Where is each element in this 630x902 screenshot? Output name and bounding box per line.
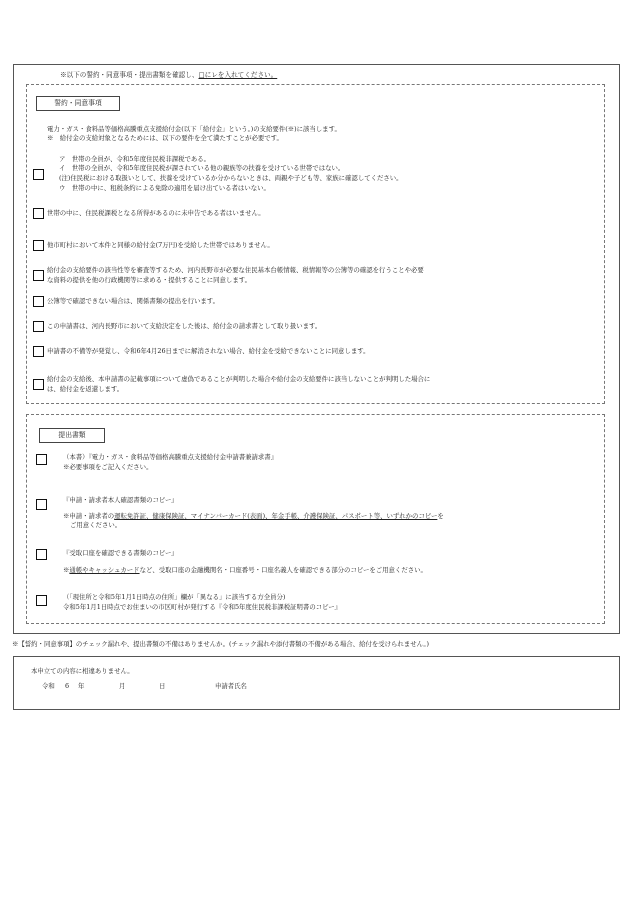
- requirement-a: ア 世帯の全員が、令和5年度住民税非課税である。: [59, 155, 211, 163]
- oath-item: は、給付金を返還します。: [47, 385, 124, 393]
- date-month-label: 月: [119, 682, 126, 690]
- checkbox-deadline-consent[interactable]: [33, 346, 44, 357]
- oath-item: 給付金の支給後、本申請書の記載事項について虚偽であることが判明した場合や給付金の支給要件に該当しないことが判明した場合に: [47, 375, 431, 383]
- applicant-name-label: 申請者氏名: [215, 682, 247, 690]
- requirement-i: イ 世帯の全員が、令和5年度住民税が課されている他の親族等の扶養を受けている世帯ではない。: [59, 164, 345, 172]
- documents-heading: 提出書類: [39, 428, 105, 443]
- date-era: 令和: [42, 682, 55, 690]
- oath-intro: 電力・ガス・食料品等価格高騰重点支援給付金(以下「給付金」という。)の支給要件(※)に該当します。: [47, 125, 341, 133]
- requirement-note: (注)住民税における取扱いとして、扶養を受けているか分からないときは、両親や子ども等、家族に確認してください。: [59, 174, 403, 182]
- checkbox-submit-documents[interactable]: [33, 296, 44, 307]
- checkbox-requirements[interactable]: [33, 169, 44, 180]
- doc-application-title: （本書）『電力・ガス・食料品等価格高騰重点支援給付金申請書兼請求書』: [63, 453, 278, 461]
- doc-tax-note: 令和5年1月1日時点でお住まいの市区町村が発行する『令和5年度住民税非課税証明書のコピー』: [63, 603, 342, 611]
- doc-bank-title: 『受取口座を確認できる書類のコピー』: [63, 549, 178, 557]
- oath-item: 公簿等で確認できない場合は、関係書類の提出を行います。: [47, 297, 220, 305]
- bottom-warning: ※【誓約・同意事項】のチェック漏れや、提出書類の不備はありませんか。(チェック漏れや添付書類の不備がある場合、給付を受けられません。): [12, 640, 430, 648]
- oath-item: 他市町村において本件と同様の給付金(7万円)を受給した世帯ではありません。: [47, 241, 274, 249]
- doc-identity-note: ※申請・請求者の運転免許証、健康保険証、マイナンバーカード(表面)、年金手帳、介護保険証、パスポート等、いずれかのコピーを: [63, 512, 444, 520]
- checkbox-doc-bank[interactable]: [36, 549, 47, 560]
- oath-heading: 誓約・同意事項: [36, 96, 120, 111]
- checkbox-doc-identity[interactable]: [36, 499, 47, 510]
- requirement-u: ウ 世帯の中に、租税条約による免除の適用を届け出ている者はいない。: [59, 184, 270, 192]
- signature-box: [13, 656, 620, 710]
- checkbox-refund-agreement[interactable]: [33, 379, 44, 390]
- doc-bank-note: ※通帳やキャッシュカードなど、受取口座の金融機関名・口座番号・口座名義人を確認できる部分のコピーをご用意ください。: [63, 566, 427, 574]
- signature-statement: 本申立ての内容に相違ありません。: [31, 667, 134, 675]
- checkbox-undeclared-income[interactable]: [33, 208, 44, 219]
- checkbox-application-as-claim[interactable]: [33, 321, 44, 332]
- oath-intro-note: ※ 給付金の支給対象となるためには、以下の要件を全て満たすことが必要です。: [47, 134, 283, 142]
- oath-item: 給付金の支給要件の該当性等を審査等するため、河内長野市が必要な住民基本台帳情報、税情報等の公簿等の確認を行うことや必要: [47, 266, 424, 274]
- oath-item: な資料の提供を他の行政機関等に求める・提供することに同意します。: [47, 276, 251, 284]
- doc-tax-title: （「現住所と令和5年1月1日時点の住所」欄が「異なる」に該当する方全員分): [63, 593, 286, 601]
- doc-identity-title: 『申請・請求者本人確認書類のコピー』: [63, 496, 178, 504]
- oath-item: この申請書は、河内長野市において支給決定をした後は、給付金の請求書として取り扱います。: [47, 322, 322, 330]
- oath-item: 申請書の不備等が発覚し、令和6年4月26日までに解消されない場合、給付金を受給できないことに同意します。: [47, 347, 370, 355]
- checkbox-doc-application[interactable]: [36, 454, 47, 465]
- doc-identity-note-cont: ご用意ください。: [70, 521, 122, 529]
- instruction-text: ※以下の誓約・同意事項・提出書類を確認し、□にレを入れてください。: [60, 71, 278, 79]
- checkbox-other-municipality[interactable]: [33, 240, 44, 251]
- date-year[interactable]: 6: [65, 682, 70, 690]
- date-day-label: 日: [159, 682, 166, 690]
- checkbox-doc-tax-certificate[interactable]: [36, 595, 47, 606]
- doc-application-note: ※必要事項をご記入ください。: [63, 463, 153, 471]
- oath-item: 世帯の中に、住民税課税となる所得があるのに未申告である者はいません。: [47, 209, 265, 217]
- date-year-label: 年: [78, 682, 85, 690]
- checkbox-consent-records[interactable]: [33, 270, 44, 281]
